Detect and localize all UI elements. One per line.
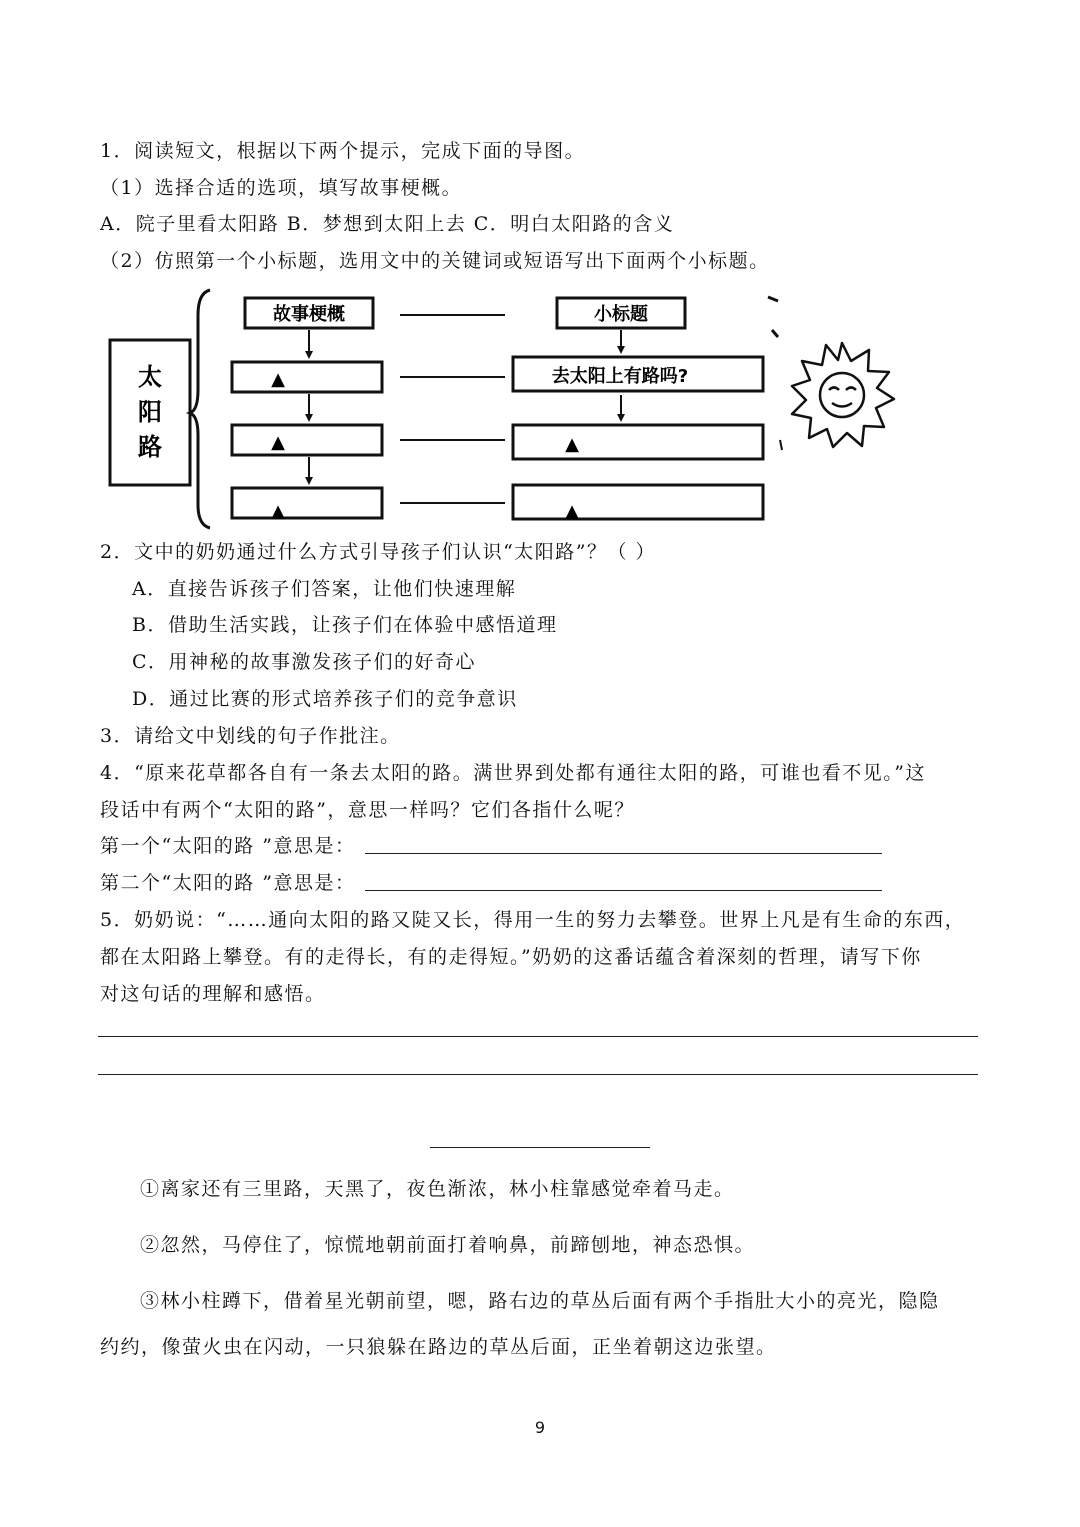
q2-option-a: A．直接告诉孩子们答案，让他们快速理解: [132, 578, 517, 600]
subtitle-box-2: [513, 425, 763, 459]
subtitle-box-1: [513, 357, 763, 391]
title-char-3: 路: [138, 433, 162, 461]
q5-answer-line-1: [98, 1036, 978, 1037]
blank-marker: ▲: [271, 369, 285, 390]
summary-box-3: [232, 488, 382, 522]
subtitle-box-3: [513, 485, 763, 522]
q4-answer-2-line: [365, 890, 882, 891]
q1-stem: 1．阅读短文，根据以下两个提示，完成下面的导图。: [100, 140, 586, 162]
q4-answer-1-line: [365, 853, 882, 854]
blank-marker: ▲: [565, 434, 579, 455]
q4-answer-1-label: 第一个“太阳的路 ”意思是：: [100, 835, 356, 857]
q2-option-d: D．通过比赛的形式培养孩子们的竞争意识: [132, 688, 518, 710]
q5-answer-line-2: [98, 1074, 978, 1075]
passage-paragraph-2: ②忽然，马停住了，惊慌地朝前面打着响鼻，前蹄刨地，神态恐惧。: [140, 1234, 756, 1256]
example-subtitle: 去太阳上有路吗?: [551, 366, 689, 387]
summary-box-2: [232, 425, 382, 455]
q2-option-b: B．借助生活实践，让孩子们在体验中感悟道理: [132, 614, 558, 636]
title-box: [110, 340, 190, 485]
header-right-label: 小标题: [594, 304, 648, 325]
q2-option-c: C．用神秘的故事激发孩子们的好奇心: [132, 651, 477, 673]
q3-stem: 3．请给文中划线的句子作批注。: [100, 725, 401, 747]
passage-title-blank: [430, 1147, 650, 1148]
page-number: 9: [534, 1418, 546, 1437]
title-char-1: 太: [138, 363, 162, 391]
blank-marker: ▲: [565, 501, 579, 522]
q2-stem: 2．文中的奶奶通过什么方式引导孩子们认识“太阳路”？（ ）: [100, 541, 657, 563]
passage-paragraph-3-line-1: ③林小柱蹲下，借着星光朝前望，嗯，路右边的草丛后面有两个手指肚大小的亮光，隐隐: [140, 1290, 940, 1312]
sun-icon: [792, 343, 894, 447]
blank-marker: ▲: [271, 432, 285, 453]
q1-hint-1: （1）选择合适的选项，填写故事梗概。: [100, 177, 463, 199]
q4-answer-2-label: 第二个“太阳的路 ”意思是：: [100, 872, 356, 894]
blank-marker: ▲: [271, 501, 285, 522]
q5-line-2: 都在太阳路上攀登。有的走得长，有的走得短。”奶奶的这番话蕴含着深刻的哲理，请写下你: [100, 946, 922, 968]
q5-line-3: 对这句话的理解和感悟。: [100, 983, 326, 1005]
q4-line-1: 4．“原来花草都各自有一条去太阳的路。满世界到处都有通往太阳的路，可谁也看不见。”这: [100, 762, 927, 784]
passage-paragraph-1: ①离家还有三里路，天黑了，夜色渐浓，林小柱靠感觉牵着马走。: [140, 1178, 735, 1200]
q5-line-1: 5．奶奶说：“……通向太阳的路又陡又长，得用一生的努力去攀登。世界上凡是有生命的东西，: [100, 909, 966, 931]
header-left-label: 故事梗概: [273, 304, 345, 325]
title-char-2: 阳: [138, 398, 162, 426]
header-right-box: [557, 298, 685, 328]
q1-hint-2: （2）仿照第一个小标题，选用文中的关键词或短语写出下面两个小标题。: [100, 250, 770, 272]
mind-map-diagram: [100, 285, 900, 530]
passage-paragraph-3-line-2: 约约，像萤火虫在闪动，一只狼躲在路边的草丛后面，正坐着朝这边张望。: [100, 1336, 777, 1358]
header-left-box: [245, 298, 373, 328]
q4-line-2: 段话中有两个“太阳的路”，意思一样吗？它们各指什么呢？: [100, 799, 635, 821]
brace: [190, 290, 210, 528]
summary-box-1: [232, 362, 382, 392]
q1-options: A．院子里看太阳路 B．梦想到太阳上去 C．明白太阳路的含义: [100, 213, 675, 235]
